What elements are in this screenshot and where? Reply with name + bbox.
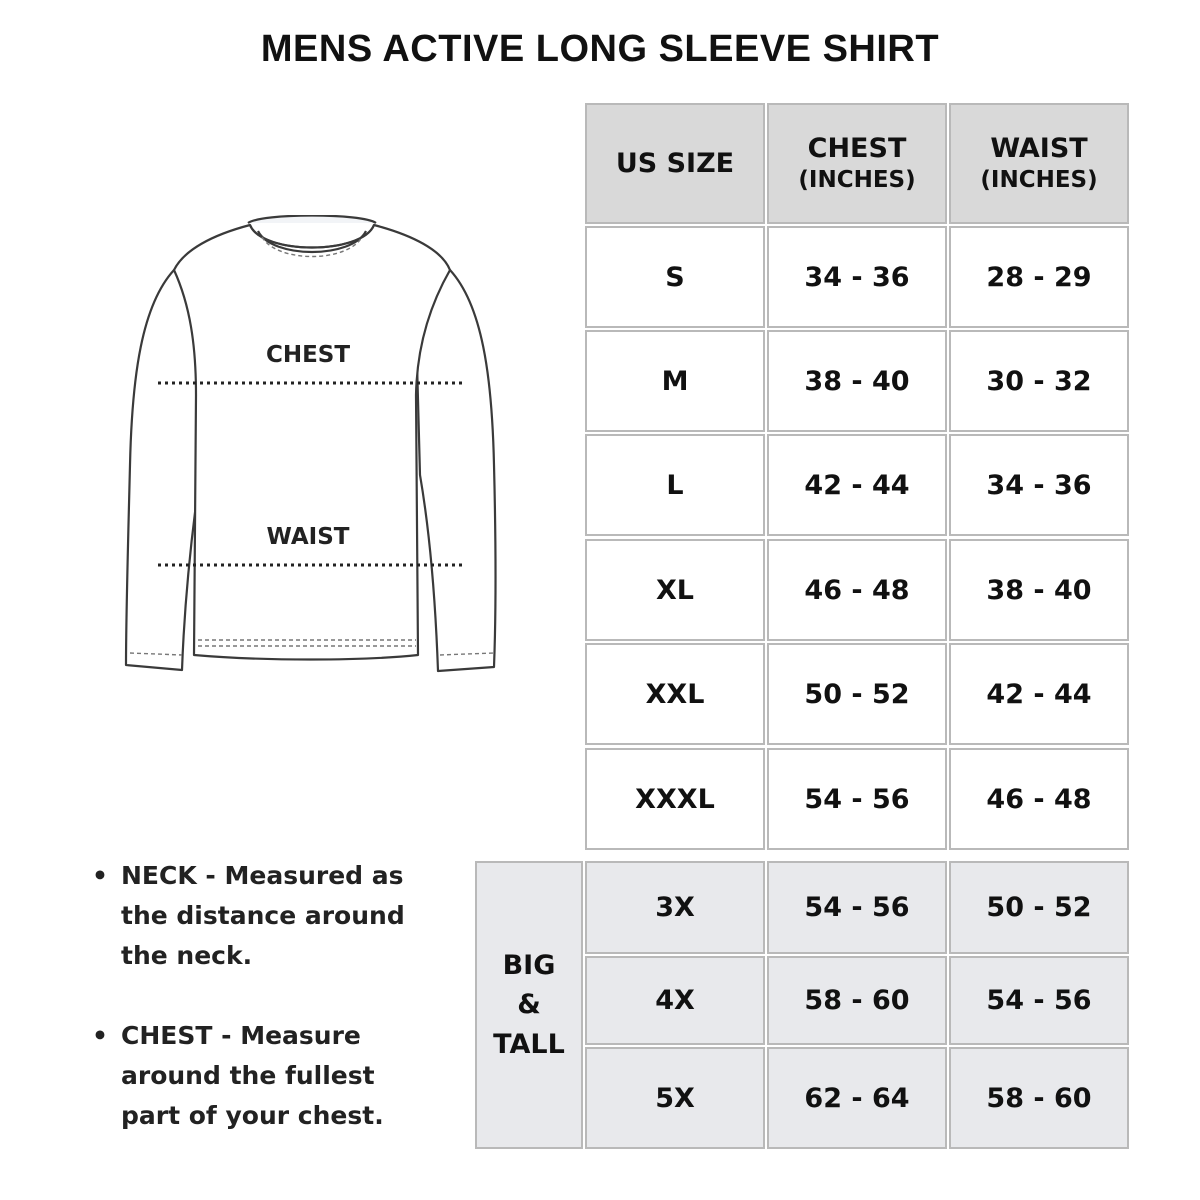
note-chest-text: CHEST - Measure around the fullest part of your chest. xyxy=(121,1021,384,1130)
table-cell-size: S xyxy=(585,226,765,328)
table-cell-chest: 46 - 48 xyxy=(767,539,947,641)
big-tall-line3: TALL xyxy=(493,1028,565,1060)
table-cell-size: 4X xyxy=(585,956,765,1045)
big-tall-line1: BIG xyxy=(502,950,556,982)
note-neck xyxy=(92,856,437,976)
waist-label: WAIST xyxy=(266,524,350,550)
table-cell-size: L xyxy=(585,434,765,536)
header-waist-label: WAIST xyxy=(990,133,1088,165)
table-cell-waist: 46 - 48 xyxy=(949,748,1129,850)
table-cell-chest: 54 - 56 xyxy=(767,861,947,954)
table-cell-size: 3X xyxy=(585,861,765,954)
shirt-outline-icon xyxy=(112,215,512,685)
table-cell-size: XXXL xyxy=(585,748,765,850)
big-tall-line2: & xyxy=(517,989,541,1021)
header-waist xyxy=(949,103,1129,224)
chest-label: CHEST xyxy=(265,342,351,368)
note-chest xyxy=(92,1016,437,1136)
table-cell-chest: 58 - 60 xyxy=(767,956,947,1045)
header-waist-unit: (INCHES) xyxy=(980,167,1098,193)
table-cell-chest: 50 - 52 xyxy=(767,643,947,745)
table-cell-size: 5X xyxy=(585,1047,765,1149)
table-cell-chest: 34 - 36 xyxy=(767,226,947,328)
table-cell-size: XXL xyxy=(585,643,765,745)
table-cell-size: M xyxy=(585,330,765,432)
table-cell-chest: 62 - 64 xyxy=(767,1047,947,1149)
table-cell-waist: 28 - 29 xyxy=(949,226,1129,328)
header-chest-unit: (INCHES) xyxy=(798,167,916,193)
table-cell-chest: 54 - 56 xyxy=(767,748,947,850)
header-us-size xyxy=(585,103,765,224)
bullet-icon: • xyxy=(92,1021,108,1050)
big-tall-label xyxy=(475,861,583,1149)
shirt-diagram xyxy=(112,215,512,685)
table-cell-waist: 54 - 56 xyxy=(949,956,1129,1045)
header-chest-label: CHEST xyxy=(807,133,907,165)
table-cell-waist: 30 - 32 xyxy=(949,330,1129,432)
table-cell-waist: 38 - 40 xyxy=(949,539,1129,641)
table-cell-waist: 42 - 44 xyxy=(949,643,1129,745)
table-cell-size: XL xyxy=(585,539,765,641)
page-title: MENS ACTIVE LONG SLEEVE SHIRT xyxy=(260,28,940,70)
header-size-label: US SIZE xyxy=(615,147,735,179)
table-cell-waist: 34 - 36 xyxy=(949,434,1129,536)
table-cell-waist: 50 - 52 xyxy=(949,861,1129,954)
table-cell-waist: 58 - 60 xyxy=(949,1047,1129,1149)
bullet-icon: • xyxy=(92,861,108,890)
header-chest xyxy=(767,103,947,224)
table-cell-chest: 42 - 44 xyxy=(767,434,947,536)
note-neck-text: NECK - Measured as the distance around the neck. xyxy=(121,861,405,970)
table-cell-chest: 38 - 40 xyxy=(767,330,947,432)
